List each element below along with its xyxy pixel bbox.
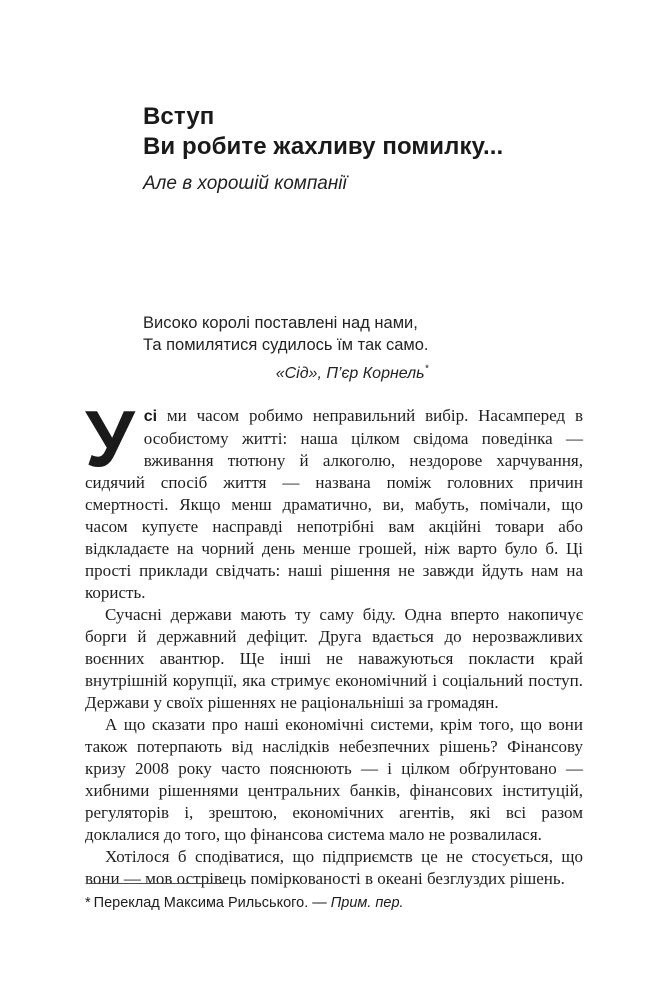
chapter-title: Ви робите жахливу помилку... [143,133,504,160]
chapter-label: Вступ [143,103,215,130]
epigraph-line: Високо королі поставлені над нами, [143,314,418,332]
epigraph [143,312,429,385]
body-text [85,394,583,890]
epigraph-line: Та помилятися судилось їм так само. [143,336,429,354]
drop-cap: У [85,394,135,483]
paragraph [85,604,583,714]
paragraph [85,394,583,604]
footnote-source: Прим. пер. [330,895,404,911]
footnote [85,893,583,913]
footnote-reference-marker: * [424,363,429,375]
lead-word-bold: сі [143,408,158,425]
paragraph-text: ми часом робимо неправильний вибір. Насамперед в особистому житті: наша цілком свідома поведінка — вживання тютюну й алкоголю, нездорове харчування, сидячий спосіб життя — названа поміж головних причин смертності. Якщо менш драматично, ви, мабуть, помічали, що часом купуєте насправді непотрібні вам акційні товари або відкладаєте на чорний день менше грошей, ніж варто було б. Ці прості приклади свідчать: наші рішення не завжди йдуть нам на користь. [85,406,583,602]
epigraph-attribution-text: «Сід», П’єр Корнель [275,365,425,382]
chapter-heading [143,102,583,196]
chapter-subtitle: Але в хорошій компанії [143,173,347,194]
footnote-divider [86,883,225,884]
footnote-text: Переклад Максима Рильського. — [93,895,331,911]
footnote-marker: * [85,895,91,911]
paragraph-text: Сучасні держави мають ту саму біду. Одна вперто накопичує борги й державний дефіцит. Друга вдається до нерозважливих воєнних авантюр. Ще інші не наважуються покласти край внутрішній корупції, яка стримує економічний і соціальний поступ. Держави у своїх рішеннях не раціональніші за громадян. [85,605,583,712]
paragraph-text: Хотілося б сподіватися, що підприємств це не стосується, що вони — мов острівець поміркованості в океані безглуздих рішень. [85,847,583,888]
epigraph-attribution [143,363,429,385]
paragraph-text: А що сказати про наші економічні системи, крім того, що вони також потерпають від наслідків небезпечних рішень? Фінансову кризу 2008 року часто пояснюють — і цілком обґрунтовано — хибними рішеннями центральних банків, фінансових інституцій, регуляторів і, зрештою, економічних агентів, які всі разом доклалися до того, що фінансова система мало не розвалилася. [85,715,583,844]
paragraph [85,714,583,846]
